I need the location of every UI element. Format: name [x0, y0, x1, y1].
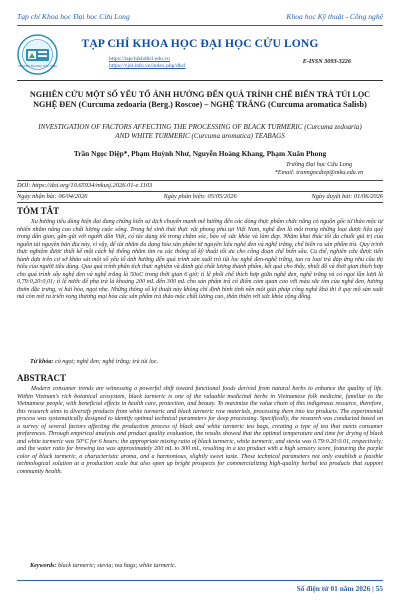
abstract-keywords	[30, 563, 383, 569]
journal-website-link[interactable]: https://tapchikhdhcl.edu.vn	[109, 56, 170, 62]
journal-vjol-link[interactable]: https://vjol.info.vn/index.php/dhcl	[109, 63, 186, 69]
review-date: Ngày phản biện: 05/05/2026	[163, 193, 237, 200]
running-head-section: Khoa học Kỹ thuật - Công nghệ	[286, 12, 383, 21]
author-list: Trần Ngọc Diệp*, Phạm Huỳnh Như, Nguyễn Hoàng Khang, Phạm Xuân Phong	[73, 149, 327, 158]
issue-page-number: Số điện tử 01 năm 2026 | 55	[296, 584, 383, 593]
summary-keywords-list: cỏ ngọt; nghệ đen; nghệ trắng; trà túi lọc.	[55, 359, 159, 365]
author-affiliation	[264, 161, 374, 177]
abstract-keywords-label: Keywords:	[30, 563, 57, 569]
summary-keywords-label: Từ khóa:	[30, 359, 54, 365]
accepted-date: Ngày duyệt bài: 01/06/2026	[311, 193, 383, 200]
article-title: NGHIÊN CỨU MỘT SỐ YẾU TỐ ẢNH HƯỞNG ĐẾN QUÁ TRÌNH CHẾ BIẾN TRÀ TÚI LỌC NGHỆ ĐEN (Curcuma zedoaria (Berg.) Roscoe) – NGHỆ TRẮNG (Curcuma aromatica Salisb)	[29, 90, 371, 110]
dates-top-divider	[17, 191, 383, 192]
summary-heading: TÓM TẮT	[17, 206, 60, 216]
doi-top-divider	[17, 180, 383, 181]
footer-divider	[17, 580, 383, 581]
running-header	[17, 12, 383, 26]
running-head-journal: Tạp chí Khoa học Đại học Cửu Long	[17, 12, 130, 21]
received-date: Ngày nhận bài: 06/04/2026	[17, 193, 88, 200]
eissn-number: E-ISSN 3093-3226	[302, 58, 351, 65]
summary-text: Xu hướng tiêu dùng hiện đại đang chứng kiến sự dịch chuyển mạnh mẽ hướng đến các dòng thực phẩm chức năng có nguồn gốc từ thảo mộc tự nhiên nhằm nâng cao chất lượng cuộc sống. Trong hệ sinh thái thực vật phong phú tại Việt Nam, nghệ đen là một trong những loại dược liệu quý trong dân gian, gắn gũi với người dân Việt, có tác dụng tốt trong chăm sóc, bảo vệ sức khỏe và làm đẹp. Nhằm khai thác tối đa chuỗi giá trị của nguồn tài nguyên bản địa này, vì vậy, để tài nhằm đa dạng hóa sản phẩm từ nguyên liệu nghệ đen và nghệ trắng, chế biến ra sản phẩm trà. Quy trình thực nghiệm được thiết kế một cách hệ thống nhằm tìm ra các thông số kỹ thuật tối ưu cho công đoạn chế biến sâu. Cụ thể, nghiên cứu được tiến hành dựa trên cơ sở khảo sát một số yếu tố ảnh hưởng đến quá trình sản xuất trà túi lọc nghệ đen-nghệ trắng, tạo ra loại trà đáp ứng nhu cầu thị hiếu của người tiêu dùng. Qua quá trình phân tích thực nghiệm và đánh giá chất lượng thành phẩm, kết quả cho thấy, nhiệt độ và thời gian thích hợp cho quá trình sấy nghệ đen và nghệ trắng là 50oC trong thời gian 6 giờ; tỉ lệ phối chế thích hợp giữa nghệ đen, nghệ trắng và cỏ ngọt lần lượt là 0,79:0,20:0,01; tỉ lệ nước để pha trà là khoảng 200 mL đến 300 mL cho sản phẩm trà có điểm cảm quan cao với màu sắc tím của nghệ đen, hương thơm đặc trưng, vị hài hòa, ngọt nhẹ. Những thông số kỹ thuật này không chỉ định hình tính nền một giải pháp công nghệ khả thi ở quy mô sản xuất mà còn mở ra triển vọng thương mại hóa các sản phẩm trà thảo mộc chất lượng cao, thân thiện với sức khỏe cộng đồng.	[17, 219, 383, 301]
header-divider	[17, 25, 383, 26]
summary-keywords	[30, 359, 383, 365]
masthead-divider	[17, 80, 383, 81]
abstract-heading: ABSTRACT	[17, 373, 67, 383]
journal-title: TẠP CHÍ KHOA HỌC ĐẠI HỌC CỬU LONG	[81, 37, 319, 50]
doi-link[interactable]: DOI: https://doi.org/10.65934/mkusj.2026.01-e.1103	[17, 182, 153, 189]
journal-masthead	[17, 34, 383, 78]
abstract-keywords-list: black turmeric; stevia; tea bags; white turmeric.	[57, 563, 177, 569]
journal-links	[109, 56, 186, 70]
abstract-text: Modern consumer trends are witnessing a powerful shift toward functional foods derived from natural herbs to enhance the quality of life. Within Vietnam's rich botanical ecosystem, black turmeric is one of the valuable medicinal herbs in Vietnamese folk medicine, familiar to the Vietnamese people, with beneficial effects in health care, protection, and beauty. To maximize the value chain of this indigenous resource, therefore, this research aims to diversify products from white turmeric and black turmeric raw materials, processing them into tea products. The experimental process was systematically designed to identify optimal technical parameters for deep processing. Specifically, the research was conducted based on a survey of several factors affecting the production process of black and white turmeric tea bags, creating a type of tea that meets consumer preferences. Through empirical analysis and product quality evaluation, the results showed that the optimal temperature and time for drying of black and white turmeric was 50°C for 6 hours; the appropriate mixing ratio of black turmeric, white turmeric, and stevia was 0.79:0.20:0.01, respectively; and the water ratio for brewing tea was approximately 200 mL to 300 mL, resulting in a tea product with a high sensory score, featuring the purple color of black turmeric, a characteristic aroma, and a harmonious, slightly sweet taste. These technical parameters not only establish a feasible technological solution at a production scale but also open up bright prospects for commercializing high-quality herbal tea products that support community health.	[17, 386, 383, 476]
article-title-english: INVESTIGATION OF FACTORS AFFECTING THE PROCESSING OF BLACK TURMERIC (Curcuma zedoaria) AND WHITE TURMERIC (Curcuma aromatica) TEABAGS	[38, 123, 362, 140]
logo-caption: TRƯỜNG ĐẠI HỌC CỬU LONG	[18, 65, 57, 68]
affiliation-name: Trường Đại học Cửu Long	[285, 161, 353, 168]
dates-bottom-divider	[17, 202, 383, 203]
corresponding-email: *Email: tranngocdiep@mku.edu.vn	[274, 169, 364, 176]
